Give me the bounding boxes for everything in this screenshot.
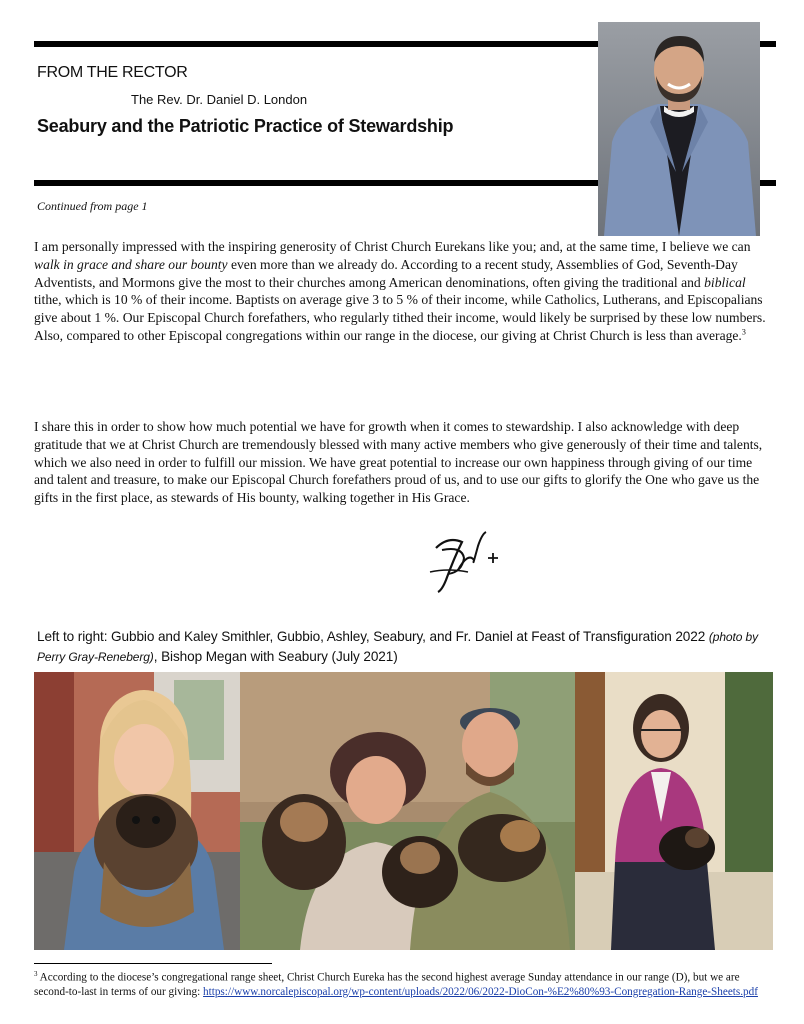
body-paragraph-2: I share this in order to show how much potential we have for growth when it comes to stewardship. I also acknowledge with deep gratitude that we at Christ Church are tremendously blessed with many active members who give generously of their time and talents, which we also need in order to fulfill our mission. We have great potential to increase our own happiness through giving of our time and talent and treasure, to make our Episcopal Church forefathers proud of us, and to use our gifts to glorify the One who gave us the gifts in the first place, as stewards of His bounty, walking together in His Grace.: [34, 419, 763, 506]
article-title: Seabury and the Patriotic Practice of Stewardship: [37, 116, 454, 136]
footnote-number: 3: [34, 970, 38, 978]
emphasis-text: biblical: [704, 274, 746, 290]
emphasis-text: walk in grace and share our bounty: [34, 256, 228, 272]
footnote: [34, 967, 774, 999]
section-label: FROM THE RECTOR: [37, 64, 188, 81]
photo-credit: (photo by Perry Gray-Reneberg): [37, 630, 758, 664]
photo-bishop-with-puppy: [575, 672, 773, 950]
caption-text: Left to right: Gubbio and Kaley Smithler, Gubbio, Ashley, Seabury, and Fr. Daniel at Feast of Transfiguration 2022: [37, 629, 709, 644]
rector-portrait-photo: [598, 22, 760, 236]
continued-from-note: Continued from page 1: [37, 199, 148, 213]
footnote-text: According to the diocese’s congregational range sheet, Christ Church Eureka has the second highest average Sunday attendance in our range (D), but we are second-to-last in terms of our giving:: [34, 971, 740, 998]
footnote-marker[interactable]: 3: [741, 327, 746, 337]
rector-signature: [428, 528, 502, 596]
body-text: even more than we already do. According to a recent study, Assemblies of God, Seventh-Day Adventists, and Mormons give the most to their churches among American denominations, often giving the traditional and: [34, 256, 738, 290]
body-text: tithe, which is 10 % of their income. Baptists on average give 3 to 5 % of their income, while Catholics, Lutherans, and Episcopalians give about 1 %. Our Episcopal Church forefathers, who regularly tithed their income, would likely be surprised by these low numbers. Also, compared to other Episcopal congregations within our range in the diocese, our giving at Christ Church is less than average.: [34, 292, 766, 343]
body-paragraph-1: [34, 238, 766, 345]
footnote-divider: [34, 963, 272, 964]
body-text: I am personally impressed with the inspiring generosity of Christ Church Eurekans like you; and, at the same time, I believe we can: [34, 239, 751, 254]
caption-text: , Bishop Megan with Seabury (July 2021): [153, 649, 398, 664]
footnote-link[interactable]: https://www.norcalepiscopal.org/wp-content/uploads/2022/06/2022-DioCon-%E2%80%93-Congregation-Range-Sheets.pdf: [203, 985, 758, 998]
author-name: The Rev. Dr. Daniel D. London: [131, 92, 308, 107]
photo-couple-with-puppies: [240, 672, 575, 950]
photo-girl-with-puppy: [34, 672, 240, 950]
photo-caption: [37, 627, 777, 667]
